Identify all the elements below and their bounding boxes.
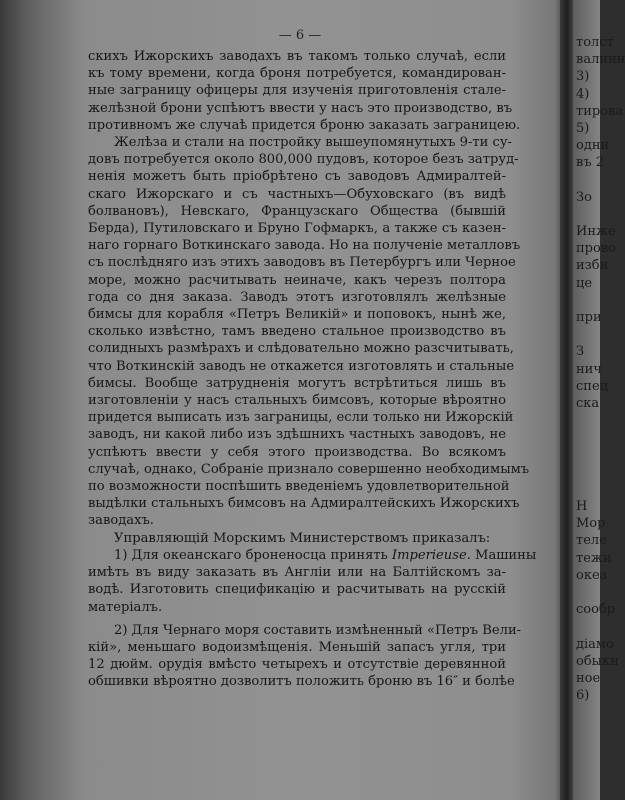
next-page-fragment [576,206,606,223]
text-line: выдѣлки стальныхъ бимсовъ на Адмиралтейскихъ Ижорскихъ [88,496,520,512]
next-page-fragment: прово [576,241,616,257]
next-page-fragment: сообр [576,602,616,618]
next-page-fragment: толст [576,35,614,50]
next-page-fragment: спец [576,378,608,394]
next-page-fragment: 6) [576,688,590,704]
next-page-fragment: 4) [576,86,590,102]
text-line: бимсы. Вообще затрудненія могутъ встрѣтиться лишь въ [88,375,506,391]
next-page-fragment: въ 2 [576,155,604,171]
next-page-fragment [576,618,606,635]
text-line: бимсы для корабля «Петръ Великій» и поповокъ, нынѣ же, [88,307,506,323]
text-line: 1) Для океанскаго броненосца принять Imperieuse. Машины [114,547,537,563]
text-line: желѣзной брони успѣютъ ввести у насъ это производство, въ [88,100,513,116]
page-body-text [88,48,537,691]
book-gutter [560,0,574,800]
next-page-fragment: ное [576,670,601,686]
text-line: случаѣ, однако, Собраніе признало совершенно необходимымъ [88,461,530,477]
text-line: къ тому времени, когда броня потребуется, командирован- [88,66,506,82]
next-page-fragment [576,172,606,189]
next-page-text-fragments [576,34,625,704]
next-page-fragment: З [576,344,585,360]
text-line: что Воткинскій заводъ не откажется изготовлять и стальные [88,358,515,374]
text-line: противномъ же случаѣ придется броню заказать заграницею. [88,117,521,133]
text-line: заводахъ. [88,513,154,529]
next-page-fragment [576,481,606,498]
next-page-fragment: Зо [576,189,592,205]
next-page-fragment [576,326,606,343]
next-page-fragment: тирова [576,103,624,119]
next-page-fragment: 5) [576,120,590,136]
page-number: — 6 — [278,28,322,43]
next-page-fragment: діамо [576,636,614,652]
next-page-fragment [576,292,606,309]
text-line: наго горнаго Воткинскаго завода. Но на полученіе металловъ [88,238,521,254]
next-page-fragment: изби [576,258,609,274]
text-line: сколько извѣстно, тамъ введено стальное производство въ [88,324,506,340]
text-line: скаго Ижорскаго и съ частныхъ—Обуховскаго (въ видѣ [88,186,506,202]
next-page-fragment [576,464,606,481]
text-line: года со дня заказа. Заводъ этотъ изготовлялъ желѣзные [88,289,506,305]
text-line: Берда), Путиловскаго и Бруно Гофмаркъ, а также съ казен- [88,221,506,237]
next-page-fragment: 3) [576,69,590,85]
next-page-fragment [576,429,606,446]
next-page-fragment: одни [576,138,610,154]
next-page-fragment: тежи [576,550,612,566]
next-page-fragment [576,584,606,601]
text-line: 12 дюйм. орудія вмѣсто четырехъ и отсутствіе деревянной [88,657,506,673]
text-line: придется выписать изъ заграницы, если только ни Ижорскій [88,410,514,426]
text-line: солидныхъ размѣрахъ и слѣдовательно можно разсчитывать, [88,341,514,357]
next-page-fragment: Н [576,499,588,515]
next-page-fragment: океа [576,567,608,583]
text-line: заводъ, ни какой либо изъ здѣшнихъ частныхъ заводовъ, не [88,427,506,443]
text-line: ные заграницу офицеры для изученія приготовленія сталe- [88,83,506,99]
text-line: съ послѣдняго изъ этихъ заводовъ въ Петербургъ или Черное [88,255,516,271]
text-line: 2) Для Чернаго моря составить измѣненный «Петръ Вели- [114,622,522,638]
text-line: успѣютъ ввести у себя этого производства. Во всякомъ [88,444,506,460]
next-page-fragment: ска [576,395,600,411]
text-line: скихъ Ижорскихъ заводахъ въ такомъ только случаѣ, если [88,49,506,64]
next-page-fragment [576,447,606,464]
next-page-fragment: валинн [576,52,625,68]
next-page-fragment: Мор [576,516,606,532]
next-page-fragment: обыкн [576,653,619,669]
text-line: по возможности поспѣшить введеніемъ удовлетворительной [88,479,510,495]
text-line: Желѣза и стали на постройку вышеупомянутыхъ 9-ти су- [114,135,512,151]
next-page-fragment: теле [576,533,607,549]
text-line: имѣть въ виду заказать въ Англіи или на Балтійскомъ за- [88,565,506,581]
text-line: кій», меньшаго водоизмѣщенія. Меньшій запасъ угля, три [88,639,506,655]
next-page-fragment [576,412,606,429]
next-page-fragment: Инже [576,224,616,240]
next-page-fragment: нич [576,361,602,377]
next-page-fragment: це [576,275,593,291]
text-line: изготовленіи у насъ стальныхъ бимсовъ, которые вѣроятно [88,393,506,409]
text-line: море, можно расчитывать неиначе, какъ черезъ полтора [88,272,506,288]
text-line: болвановъ), Невскаго, Французскаго Общества (бывшій [88,203,506,219]
text-line: водѣ. Изготовить спецификацію и расчитывать на русскій [88,582,506,598]
text-line: матеріалъ. [88,599,163,615]
text-line: ненія можетъ быть пріобрѣтено съ заводовъ Адмиралтей- [88,169,506,185]
next-page-fragment: при [576,310,602,325]
text-line: Управляющій Морскимъ Министерствомъ приказалъ: [114,530,491,546]
text-line: обшивки вѣроятно дозволитъ положить броню въ 16″ и болѣе [88,674,515,690]
text-line: довъ потребуется около 800,000 пудовъ, которое безъ затруд- [88,152,519,168]
